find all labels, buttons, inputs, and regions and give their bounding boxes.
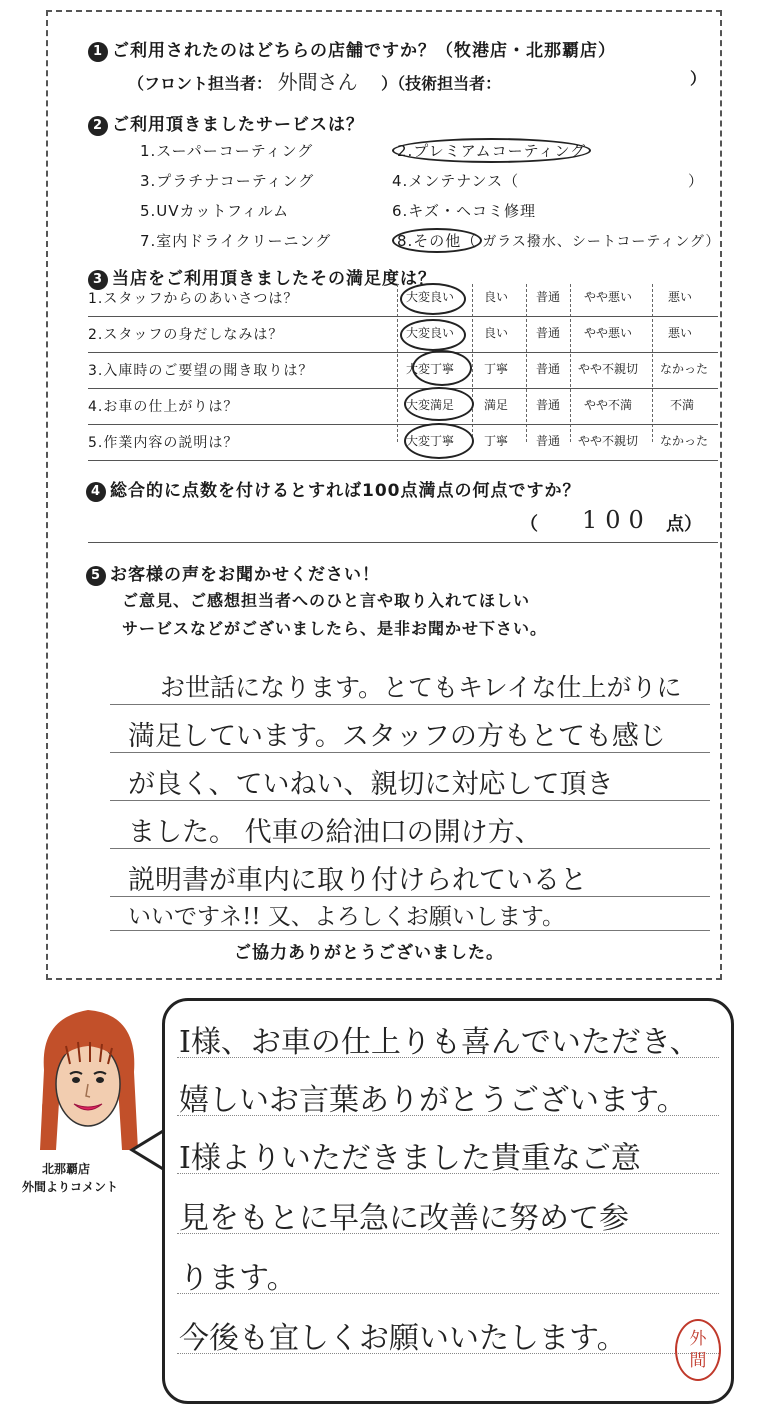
selected-mark <box>400 283 466 315</box>
rating-option: 悪い <box>668 326 693 340</box>
comment-line: I様よりいただきました貴重なご意 <box>179 1141 641 1176</box>
q2-question <box>88 110 364 136</box>
rating-option: やや不満 <box>584 398 633 412</box>
rating-option: 普通 <box>536 290 561 304</box>
comment-line: I様、お車の仕上りも喜んでいただき、 <box>179 1025 700 1060</box>
q3-number: 3 <box>88 270 108 290</box>
selected-mark <box>404 387 474 421</box>
rating-option: やや悪い <box>584 326 633 340</box>
rating-option: 悪い <box>668 290 693 304</box>
rating-option: 丁寧 <box>484 434 509 448</box>
service-6: 6.キズ・ヘコミ修理 <box>392 202 537 220</box>
selected-mark <box>400 319 466 351</box>
rating-option: 不満 <box>670 398 695 412</box>
rating-option: 満足 <box>484 398 509 412</box>
rating-option: 大変丁寧 <box>406 362 455 376</box>
comment-line: 今後も宜しくお願いいたします。 <box>179 1321 627 1356</box>
answer-line: 満足しています。スタッフの方もとても感じ <box>128 721 666 752</box>
selected-mark <box>404 423 474 459</box>
service-8-circle: 8.その他（ <box>392 228 482 253</box>
rating-row <box>88 424 718 461</box>
q4-text: 総合的に点数を付けるとすれば100点満点の何点ですか？ <box>110 481 581 501</box>
service-4-close: ） <box>688 172 705 190</box>
rating-option: やや不親切 <box>578 362 639 376</box>
service-8-other-value: ガラス撥水、シートコーティング） <box>482 234 721 250</box>
rating-option: 大変丁寧 <box>406 434 455 448</box>
q1-number: 1 <box>88 42 108 62</box>
q4-question <box>86 476 581 502</box>
rating-row <box>88 352 718 389</box>
front-staff-value: 外間さん <box>277 70 358 94</box>
rating-option: 大変良い <box>406 290 455 304</box>
comment-line: 嬉しいお言葉ありがとうございます。 <box>179 1083 687 1118</box>
rating-option: 普通 <box>536 398 561 412</box>
service-5: 5.UVカットフィルム <box>140 202 290 220</box>
score-open: （ <box>520 514 538 535</box>
staff-comment-bubble <box>162 998 734 1404</box>
answer-line: が良く、ていねい、親切に対応して頂き <box>128 769 614 800</box>
q5-question <box>86 560 380 586</box>
rating-option: 良い <box>484 290 509 304</box>
answer-rule <box>110 704 710 705</box>
service-2 <box>392 138 591 163</box>
answer-line: ました。 代車の給油口の開け方、 <box>128 817 542 848</box>
rating-label: 3.入庫時のご要望の聞き取りは？ <box>88 363 314 379</box>
thanks-text: ご協力ありがとうございました。 <box>234 943 504 963</box>
tech-staff-label: ）（技術担当者： <box>381 74 502 93</box>
rating-option: なかった <box>660 362 709 376</box>
rating-label: 2.スタッフの身だしなみは？ <box>88 327 284 343</box>
score-value: 100 <box>582 506 652 534</box>
staff-comment-label: 外間よりコメント <box>22 1180 119 1194</box>
q1-staff-line <box>128 66 501 95</box>
rating-label: 5.作業内容の説明は？ <box>88 435 239 451</box>
q1-text: ご利用されたのはどちらの店舗ですか？（牧港店・北那覇店） <box>112 41 616 61</box>
staff-store: 北那覇店 <box>42 1162 91 1176</box>
q4-divider <box>88 542 718 543</box>
service-4: 4.メンテナンス（ <box>392 172 520 190</box>
rating-label: 1.スタッフからのあいさつは？ <box>88 291 299 307</box>
service-7: 7.室内ドライクリーニング <box>140 232 332 250</box>
rating-option: 普通 <box>536 362 561 376</box>
rating-option: 普通 <box>536 434 561 448</box>
service-2-circle: 2.プレミアムコーティング <box>392 138 591 163</box>
front-staff-label: （フロント担当者： <box>128 74 273 93</box>
q5-subtext-1: ご意見、ご感想担当者へのひと言や取り入れてほしい <box>122 591 531 610</box>
answer-line: いいですネ!! 又、よろしくお願いします。 <box>128 904 566 930</box>
rating-option: 大変良い <box>406 326 455 340</box>
rating-row <box>88 388 718 425</box>
score-unit: 点） <box>666 514 702 535</box>
service-3: 3.プラチナコーティング <box>140 172 315 190</box>
service-1: 1.スーパーコーティング <box>140 142 314 160</box>
comment-line: ります。 <box>179 1261 297 1296</box>
seal-stamp-text: 外間 <box>689 1329 707 1371</box>
q2-text: ご利用頂きましたサービスは？ <box>112 115 364 135</box>
q5-number: 5 <box>86 566 106 586</box>
rating-option: 普通 <box>536 326 561 340</box>
rating-option: 良い <box>484 326 509 340</box>
q1-question <box>88 36 616 62</box>
tech-staff-close: ） <box>690 69 707 88</box>
comment-line: 見をもとに早急に改善に努めて参 <box>179 1201 629 1236</box>
selected-mark <box>412 350 472 386</box>
q2-number: 2 <box>88 116 108 136</box>
q3-text: 当店をご利用頂きましたその満足度は？ <box>112 269 436 289</box>
seal-stamp <box>675 1319 721 1381</box>
rating-option: やや悪い <box>584 290 633 304</box>
answer-line: お世話になります。とてもキレイな仕上がりに <box>160 673 682 702</box>
q5-subtext-2: サービスなどがございましたら、是非お聞かせ下さい。 <box>122 619 548 638</box>
rating-option: 大変満足 <box>406 398 455 412</box>
q5-text: お客様の声をお聞かせください！ <box>110 565 380 585</box>
service-8 <box>392 228 720 253</box>
rating-option: やや不親切 <box>578 434 639 448</box>
answer-line: 説明書が車内に取り付けられていると <box>128 865 587 896</box>
q4-number: 4 <box>86 482 106 502</box>
rating-option: なかった <box>660 434 709 448</box>
rating-option: 丁寧 <box>484 362 509 376</box>
rating-label: 4.お車の仕上がりは？ <box>88 399 239 415</box>
